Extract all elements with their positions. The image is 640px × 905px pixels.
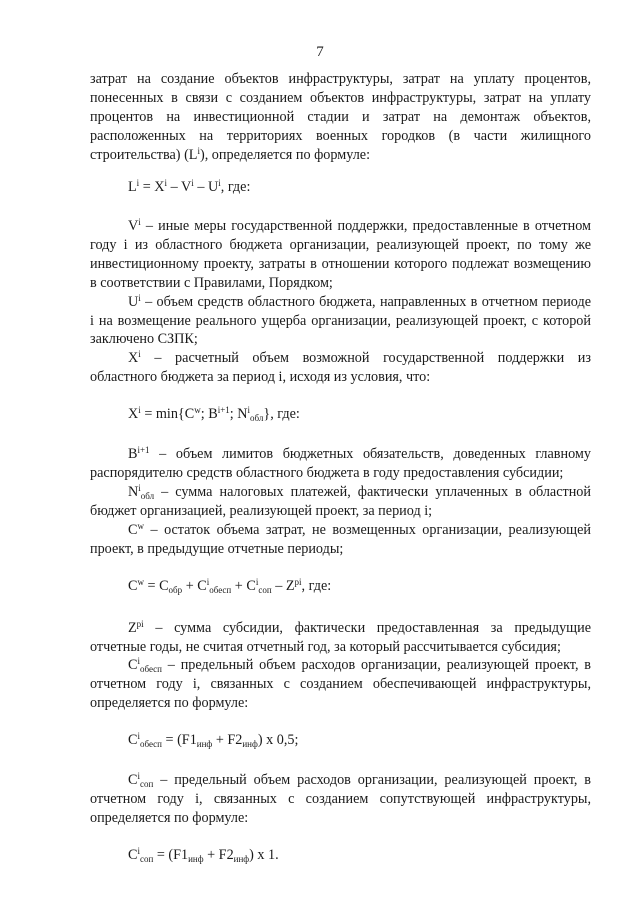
sub-obesp: обесп	[209, 584, 232, 595]
op: –	[167, 179, 181, 195]
sym-V: V	[128, 218, 139, 234]
sym-Z: Z	[285, 577, 295, 594]
sup-i: i	[138, 405, 141, 416]
op: ;	[200, 406, 209, 423]
sym-C: C	[128, 577, 138, 594]
def-U	[90, 293, 591, 350]
def-Cobesp	[90, 656, 591, 713]
op: –	[271, 577, 286, 594]
op: =	[143, 577, 160, 594]
sym-B: B	[208, 406, 218, 423]
sup-i: i	[218, 178, 221, 188]
sub-obr: обр	[168, 584, 183, 595]
sup-i: i	[255, 576, 259, 587]
sym-U: U	[128, 293, 139, 310]
sym-C: C	[246, 577, 256, 594]
page-body	[90, 70, 591, 865]
sub-sop: соп	[139, 853, 154, 864]
sym-X: X	[128, 350, 139, 367]
sup-pi: pi	[136, 618, 144, 629]
def-U-text: – объем средств областного бюджета, направленных в отчетном периоде i на возмещение реального ущерба организации, реализующей проект, с которой заключено СЗПК;	[90, 293, 591, 348]
sup-i: i	[164, 178, 168, 188]
sym-C: C	[128, 657, 138, 674]
sub-inf: инф	[188, 853, 204, 864]
sup-i: i	[138, 217, 141, 227]
sym-X: X	[154, 179, 165, 195]
op: +	[182, 577, 198, 594]
def-Cw	[90, 521, 591, 559]
formula-Csop	[90, 846, 591, 865]
def-N	[90, 483, 591, 521]
sym-C: C	[159, 577, 169, 594]
formula-X	[90, 405, 591, 445]
sup-w: w	[137, 520, 144, 531]
formula-tail: , где:	[301, 577, 332, 594]
sup-i1: i+1	[137, 445, 150, 456]
sup-i: i	[137, 845, 140, 856]
sup-i: i	[138, 349, 141, 360]
sym-V: V	[181, 179, 192, 195]
sym-B: B	[128, 446, 138, 463]
intro-tail: ), определяется по формуле:	[199, 146, 371, 163]
sup-i: i	[191, 178, 194, 188]
op: =	[139, 179, 155, 195]
op: + F2	[203, 846, 234, 863]
sup-i: i	[137, 656, 140, 667]
sup-i: i	[138, 482, 141, 493]
sub-inf: инф	[196, 739, 213, 750]
sym-N: N	[237, 406, 248, 423]
sup-i1: i+1	[217, 405, 230, 416]
formula-Cobesp	[90, 731, 591, 771]
sym-N: N	[128, 483, 139, 500]
def-Csop	[90, 771, 591, 828]
sub-inf: инф	[233, 853, 250, 864]
op: –	[193, 179, 208, 195]
op: = (F1	[153, 846, 189, 863]
sym-U: U	[207, 179, 219, 195]
op: ) x 0,5;	[257, 732, 299, 749]
sup-i: i	[138, 292, 141, 303]
sym-C: C	[197, 577, 207, 594]
sup-w: w	[137, 576, 144, 587]
def-Cobesp-text: – предельный объем расходов организации, реализующей проект, в отчетном году i, связанных с созданием обеспечивающей инфраструктуры, определяется по формуле:	[90, 657, 591, 712]
sub-obl: обл	[140, 490, 155, 501]
op: ) x 1.	[249, 846, 279, 863]
def-X	[90, 349, 591, 387]
def-B-text: – объем лимитов бюджетных обязательств, доведенных главному распорядителю средств областного бюджета в году предоставления субсидии;	[90, 446, 591, 482]
sym-C: C	[184, 406, 195, 423]
sub-obesp: обесп	[139, 739, 162, 750]
sym-Z: Z	[128, 619, 137, 636]
op: = (F1	[161, 732, 197, 749]
op: + F2	[212, 732, 243, 749]
sup-i: i	[137, 771, 140, 782]
sub-sop: соп	[258, 584, 272, 595]
sym-X: X	[128, 406, 139, 423]
op: ;	[229, 406, 238, 423]
formula-tail: , где:	[220, 179, 251, 195]
def-Csop-text: – предельный объем расходов организации, реализующей проект, в отчетном году i, связанных с созданием сопутствующей инфраструктуры, определяется по формуле:	[90, 772, 591, 826]
sym-C: C	[128, 772, 138, 789]
sub-obl: обл	[250, 413, 264, 424]
formula-L	[90, 178, 591, 217]
def-V	[90, 217, 591, 293]
sup-w: w	[194, 405, 201, 416]
intro-paragraph	[90, 70, 591, 178]
sub-sop: соп	[139, 779, 154, 790]
sup-i: i	[137, 731, 140, 742]
op: +	[231, 577, 247, 594]
sup-i: i	[206, 576, 210, 587]
sub-inf: инф	[242, 739, 258, 750]
def-Cw-text: – остаток объема затрат, не возмещенных организации, реализующей проект, в предыдущие отчетные периоды;	[90, 521, 591, 557]
sup-i: i	[136, 178, 140, 188]
def-Z-text: – сумма субсидии, фактически предоставленная за предыдущие отчетные годы, не считая отчетный год, за который рассчитывается субсидия;	[90, 619, 591, 655]
op: = min{	[140, 406, 185, 423]
sym-C: C	[128, 732, 138, 749]
sup-i: i	[247, 405, 251, 416]
intro-text: затрат на создание объектов инфраструктуры, затрат на уплату процентов, понесенных в связи с созданием объектов инфраструктуры, затрат на уплату процентов на инвестиционной стадии и затрат на демонтаж объектов, расположенных на территориях военных городков (в части жилищного строительства) (L	[90, 71, 591, 163]
def-X-text: – расчетный объем возможной государственной поддержки из областного бюджета за период i, исходя из условия, что:	[90, 350, 591, 386]
def-B	[90, 445, 591, 483]
formula-Cw	[90, 577, 591, 619]
sym-C: C	[128, 521, 138, 538]
page-number: 7	[316, 44, 324, 60]
sym-L: L	[128, 179, 137, 195]
def-V-text: – иные меры государственной поддержки, предоставленные в отчетном году i из областного бюджета организации, реализующей проект, по тому же инвестиционному проекту, затраты в отношении которого подлежат возмещению в соответствии с Правилами, Порядком;	[90, 218, 591, 291]
sub-obesp: обесп	[139, 664, 162, 675]
sup-pi: pi	[294, 576, 302, 587]
sym-C: C	[128, 846, 138, 863]
formula-tail: }, где:	[263, 406, 300, 423]
sup-i: i	[197, 145, 200, 156]
def-Z	[90, 619, 591, 657]
def-N-text: – сумма налоговых платежей, фактически уплаченных в областной бюджет организацией, реализующей проект, за период i;	[90, 483, 591, 519]
